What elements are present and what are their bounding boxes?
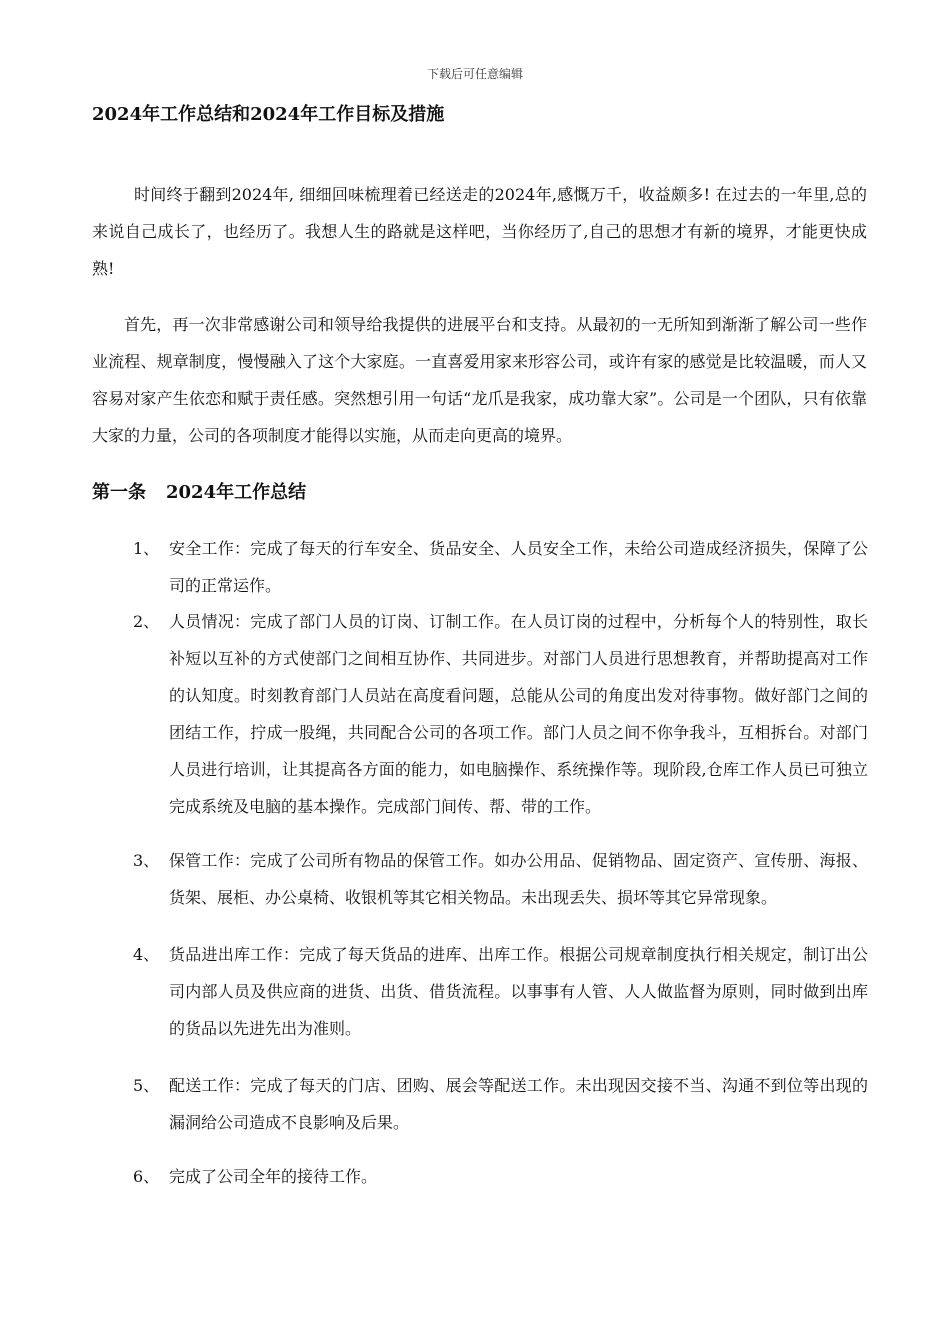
gratitude-paragraph: 首先，再一次非常感谢公司和领导给我提供的进展平台和支持。从最初的一无所知到渐渐了解公司一些作业流程、规章制度，慢慢融入了这个大家庭。一直喜爱用家来形容公司，或许有家的感觉是比较温暖，而人又容易对家产生依恋和赋于责任感。突然想引用一句话“龙爪是我家，成功靠大家”。公司是一个团队，只有依靠大家的力量，公司的各项制度才能得以实施，从而走向更高的境界。 (92, 315, 867, 445)
list-item (133, 530, 868, 604)
list-item-number: 6、 (133, 1167, 160, 1186)
list-item-number: 1、 (133, 539, 160, 558)
list-item (133, 603, 868, 825)
list-item-text: 货品进出库工作：完成了每天货品的进库、出库工作。根据公司规章制度执行相关规定，制订出公司内部人员及供应商的进货、出货、借货流程。以事事有人管、人人做监督为原则，同时做到出库的货品以先进先出为准则。 (169, 945, 868, 1038)
section-label: 第一条 (92, 482, 146, 503)
list-item-text: 完成了公司全年的接待工作。 (169, 1167, 378, 1186)
list-item (133, 842, 868, 916)
section-heading (92, 478, 306, 504)
list-item-text: 人员情况：完成了部门人员的订岗、订制工作。在人员订岗的过程中，分析每个人的特别性，取长补短以互补的方式使部门之间相互协作、共同进步。对部门人员进行思想教育，并帮助提高对工作的认知度。时刻教育部门人员站在高度看问题，总能从公司的角度出发对待事物。做好部门之间的团结工作，拧成一股绳，共同配合公司的各项工作。部门人员之间不你争我斗，互相拆台。对部门人员进行培训，让其提高各方面的能力，如电脑操作、系统操作等。现阶段,仓库工作人员已可独立完成系统及电脑的基本操作。完成部门间传、帮、带的工作。 (169, 612, 868, 816)
intro-paragraph: 时间终于翻到2024年, 细细回味梳理着已经送走的2024年,感慨万千，收益颇多! 在过去的一年里,总的来说自己成长了，也经历了。我想人生的路就是这样吧，当你经历了,自己的思想才有新的境界，才能更快成熟! (92, 185, 867, 278)
list-item-number: 2、 (133, 612, 160, 631)
list-item-text: 配送工作：完成了每天的门店、团购、展会等配送工作。未出现因交接不当、沟通不到位等出现的漏洞给公司造成不良影响及后果。 (169, 1076, 868, 1132)
section-title: 2024年工作总结 (166, 482, 307, 503)
list-item-number: 4、 (133, 945, 160, 964)
list-item (133, 1067, 868, 1141)
list-item-text: 保管工作：完成了公司所有物品的保管工作。如办公用品、促销物品、固定资产、宣传册、海报、货架、展柜、办公桌椅、收银机等其它相关物品。未出现丢失、损坏等其它异常现象。 (169, 851, 868, 907)
list-item-text: 安全工作：完成了每天的行车安全、货品安全、人员安全工作，未给公司造成经济损失，保障了公司的正常运作。 (169, 539, 868, 595)
document-title: 2024年工作总结和2024年工作目标及措施 (92, 104, 445, 125)
list-item (133, 936, 868, 1047)
page-header: 下载后可任意编辑 (426, 67, 523, 81)
list-item (133, 1158, 868, 1195)
list-item-number: 3、 (133, 851, 160, 870)
list-item-number: 5、 (133, 1076, 160, 1095)
